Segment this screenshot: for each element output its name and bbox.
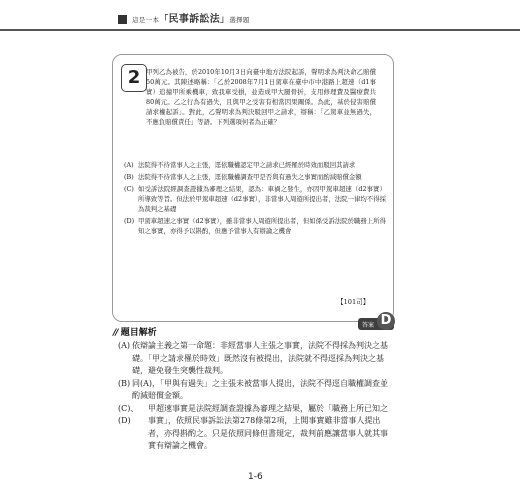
options-list xyxy=(124,160,386,238)
explanation-label: (B) xyxy=(118,378,131,388)
explanation-text: 甲超速事實是法院經調查證據為審理之結果，屬於「職務上所已知之事實」，依照民事訴訟法第278條第2項，上開事實雖非當事人提出者，亦得斟酌之。只是依照同條但書規定，裁判前應讓當事人就其事實有辯論之機會。 xyxy=(148,403,388,450)
header-suffix: 選擇題 xyxy=(229,16,250,24)
option-label: (B) xyxy=(124,173,134,181)
slash-icon: // xyxy=(113,328,118,338)
exam-source: 【101司】 xyxy=(337,298,370,306)
explanation-cd xyxy=(118,403,394,453)
option-text: 如受訴法院經調查證據為審理之結果，認為：車禍之發生，亦因甲駕車超速（d2事實）所導致等旨。但法於甲駕車超速（d2事實），非當事人周遊所提出者，法院一律均不得採為裁判之基礎 xyxy=(138,185,386,213)
option-a xyxy=(124,160,386,170)
running-header: 這是一本「民事訴訟法」選擇題 xyxy=(132,14,250,25)
header-mark xyxy=(118,15,127,24)
explanation-text: 同(A)，「甲與有過失」之主張未被當事人提出，法院不得逕自職權調查並酌減賠償金額。 xyxy=(132,378,389,400)
section-title: 題目解析 xyxy=(120,328,157,338)
explanation-label: (C)、(D) xyxy=(118,403,139,425)
option-text: 法院得不待當事人之主張，逕依職權認定甲之請求已經罹於時效而駁回其請求 xyxy=(138,161,356,169)
explanation-text: 依辯論主義之第一命題：非經當事人主張之事實，法院不得採為判決之基礎。「甲之請求罹於時效」既然沒有被提出，法院就不得逕採為判決之基礎，避免發生突襲性裁判。 xyxy=(132,341,388,375)
question-number: 2 xyxy=(121,64,147,92)
question-text: 甲列乙為被告，於2010年10月3日向臺中地方法院起訴，聲明求為判決命乙賠償50萬元。其陳述略稱：「乙於2008年7月1日駕車在臺中市中港路上超速（d1事實）追撞甲所乘機車，致我車受損，並造成甲大腿骨折，支用修理費及醫療費共80萬元。乙之行為有過失，且與甲之受害有相當因果關係。為此，基於侵害賠償請求權起訴」。對此，乙聲明求為判決駁回甲之請求，辯稱：「乙駕車並無過失，不應負賠償責任」等語。下列選項何者為正確？ xyxy=(146,68,376,126)
header-rule xyxy=(0,29,520,31)
option-c xyxy=(124,184,386,214)
answer-label: 答案 xyxy=(362,322,375,329)
explanation-list xyxy=(118,340,394,453)
option-d xyxy=(124,216,386,236)
option-label: (A) xyxy=(124,161,134,169)
option-label: (D) xyxy=(124,217,135,225)
explanation-a xyxy=(118,340,394,378)
section-heading xyxy=(113,325,157,338)
option-b xyxy=(124,172,386,182)
option-text: 法院得不待當事人之主張，逕依職權調查甲是否與有過失之事實而酌減賠償金額 xyxy=(138,173,362,181)
answer-value: D xyxy=(377,312,395,330)
option-text: 甲駕車超速之事實（d2事實），雖非當事人周遊所提出者，但如係受訴法院於職務上所得知之事實，亦得予以斟酌，但應予當事人有辯論之機會 xyxy=(138,217,386,235)
explanation-b xyxy=(118,378,394,403)
header-prefix: 這是一本 xyxy=(132,16,160,24)
option-label: (C) xyxy=(124,185,134,193)
page-number: 1-6 xyxy=(248,472,263,482)
header-book-title: 民事訴訟法 xyxy=(168,14,221,25)
explanation-label: (A) xyxy=(118,341,131,350)
